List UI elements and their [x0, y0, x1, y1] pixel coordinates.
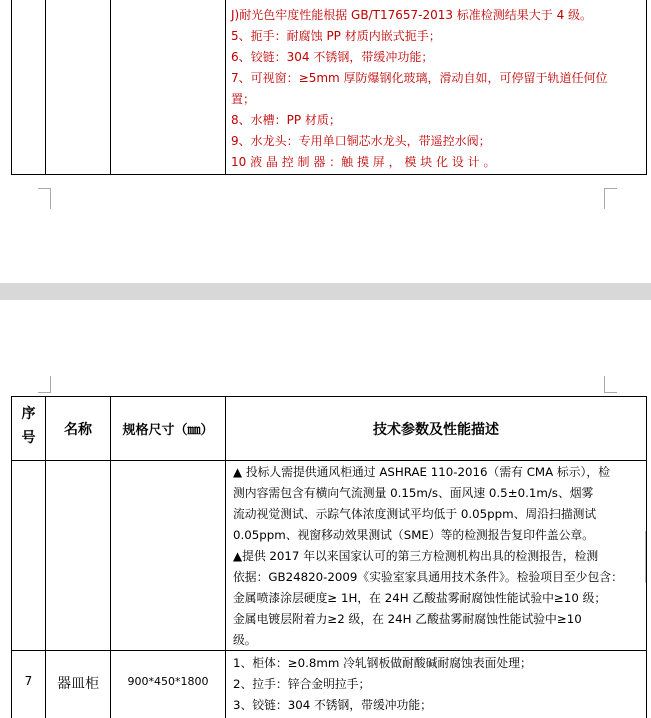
desc-line: 1、柜体：≥0.8mm 冷轧钢板做耐酸碱耐腐蚀表面处理； [233, 656, 532, 670]
page-corner-mark [38, 188, 51, 209]
spec-line: 7、可视窗：≥5mm 厚防爆钢化玻璃，滑动自如，可停留于轨道任何位 [231, 71, 608, 85]
header-no [12, 402, 45, 450]
desc-line: 依据：GB24820-2009《实验室家具通用技术条件》。检验项目至少包含： [233, 570, 623, 584]
table-border [45, 0, 46, 175]
desc-line: 金属电镀层附着力≥2 级，在 24H 乙酸盐雾耐腐蚀性能试验中≥10 [233, 612, 582, 626]
header-desc: 技术参数及性能描述 [373, 422, 499, 438]
desc-line: 2、拉手：锌合金明拉手； [233, 677, 371, 691]
header-no-text: 序号 [21, 406, 36, 446]
page-corner-mark [604, 188, 617, 209]
table-border [110, 0, 111, 175]
header-name: 名称 [64, 422, 92, 438]
row-7-spec: 900*450*1800 [127, 675, 209, 688]
spec-line: 9、水龙头：专用单口铜芯水龙头，带遥控水阀； [231, 134, 491, 148]
table-border [646, 0, 647, 175]
desc-line: 金属喷漆涂层硬度≥ 1H，在 24H 乙酸盐雾耐腐蚀性能试验中≥10 级； [233, 591, 607, 605]
spec-line: 6、铰链：304 不锈钢，带缓冲功能； [231, 50, 434, 64]
desc-line: 级。 [233, 633, 257, 647]
table-border [110, 396, 111, 718]
table-border [646, 396, 647, 718]
spec-line: J)耐光色牢度性能根据 GB/T17657-2013 标准检测结果大于 4 级。 [231, 8, 593, 22]
row-7-name: 器皿柜 [57, 676, 99, 692]
row-7-no: 7 [24, 674, 33, 688]
desc-line: 流动视觉测试、示踪气体浓度测试平均低于 0.05ppm、周沿扫描测试 [233, 507, 597, 521]
spec-line: 5、扼手：耐腐蚀 PP 材质内嵌式扼手； [231, 29, 441, 43]
table-border [225, 0, 226, 175]
table-border [11, 174, 647, 175]
desc-line: 测内容需包含有横向气流测量 0.15m/s、面风速 0.5±0.1m/s、烟雾 [233, 486, 594, 500]
desc-line: ▲提供 2017 年以来国家认可的第三方检测机构出具的检测报告，检测 [233, 549, 599, 563]
table-border [11, 460, 647, 461]
spec-line: 置； [231, 92, 256, 106]
desc-line: 3、铰链：304 不锈钢，带缓冲功能； [233, 698, 432, 712]
desc-line: ▲ 投标人需提供通风柜通过 ASHRAE 110-2016（需有 CMA 标示），检 [233, 465, 611, 479]
spec-line: 8、水槽：PP 材质； [231, 113, 341, 127]
desc-line: 0.05ppm、视窗移动效果测试（SME）等的检测报告复印件盖公章。 [233, 528, 594, 542]
spec-line: 10 液 晶 控 制 器 ：触 摸 屏 ， 模 块 化 设 计 。 [231, 155, 496, 169]
table-border [45, 396, 46, 718]
table-border [225, 396, 226, 718]
page-break [0, 283, 651, 300]
table-border [11, 0, 12, 175]
page-corner-mark [38, 376, 51, 393]
header-spec: 规格尺寸（㎜） [122, 423, 214, 438]
margin-marker [645, 531, 646, 583]
table-border [11, 650, 647, 651]
table-border [11, 396, 647, 397]
page-corner-mark [604, 376, 617, 393]
